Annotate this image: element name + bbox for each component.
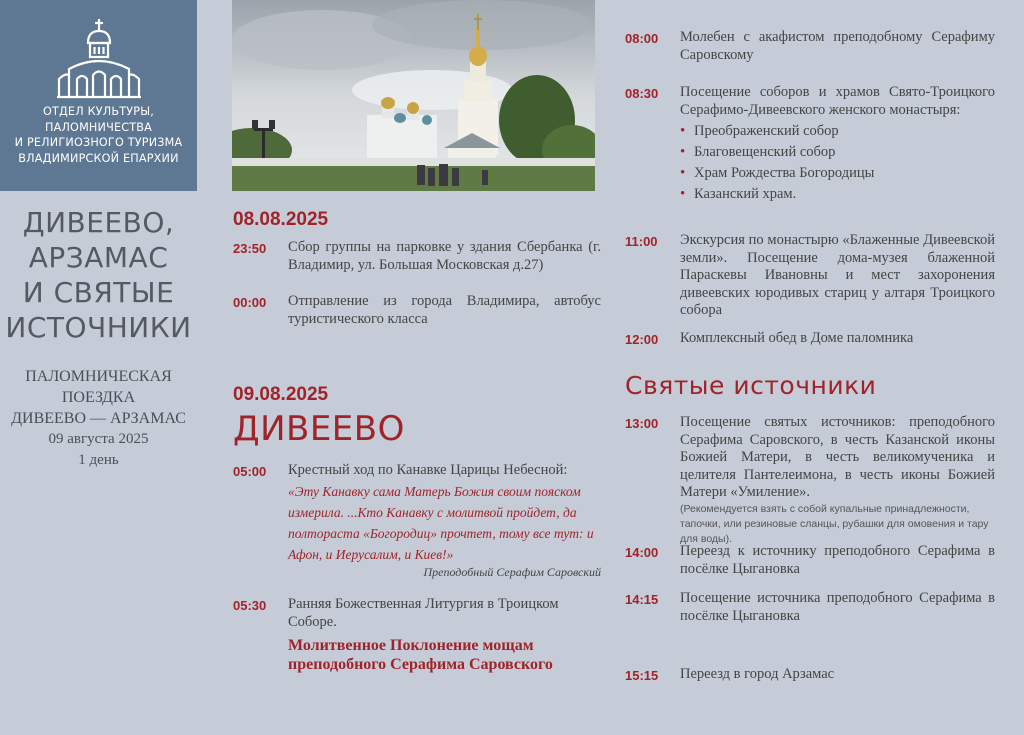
trip-title-line: И СВЯТЫЕ: [22, 276, 175, 309]
list-item: • Благовещенский собор: [680, 142, 995, 163]
schedule-text: Посещение соборов и храмов Свято-Троицкого Серафимо-Дивеевского женского монастыря:: [680, 84, 995, 118]
schedule-time: 08:00: [625, 31, 659, 46]
schedule-text: Крестный ход по Канавке Царицы Небесной:: [288, 462, 568, 478]
trip-subtitle: [0, 366, 197, 471]
schedule-time: 13:00: [625, 416, 659, 431]
schedule-item: [625, 29, 995, 64]
schedule-item: [625, 232, 995, 320]
schedule-time: 14:15: [625, 592, 659, 607]
schedule-time: 11:00: [625, 234, 658, 249]
schedule-text: Сбор группы на парковке у здания Сбербанка (г. Владимир, ул. Большая Московская д.27): [288, 239, 601, 273]
trip-date: 09 августа 2025: [48, 431, 149, 447]
organization-line: ВЛАДИМИРСКОЙ ЕПАРХИИ: [18, 151, 179, 165]
schedule-time: 15:15: [625, 668, 659, 683]
schedule-text: Отправление из города Владимира, автобус туристического класса: [288, 293, 601, 327]
schedule-time: 00:00: [233, 295, 267, 310]
schedule-item: [625, 666, 995, 684]
quote-author: Преподобный Серафим Саровский: [423, 564, 601, 579]
schedule-item: [625, 330, 995, 348]
trip-title-line: ИСТОЧНИКИ: [5, 311, 192, 344]
springs-heading: Святые источники: [625, 371, 877, 400]
schedule-text: Экскурсия по монастырю «Блаженные Дивеевской земли». Посещение дома-музея блаженной Параскевы Ивановны и мест захоронения дивеевских юродивых стариц у алтаря Троицкого собора: [680, 232, 995, 318]
schedule-time: 12:00: [625, 332, 659, 347]
day1-date: 08.08.2025: [233, 209, 329, 230]
church-list: [680, 121, 995, 205]
organization-logo-panel: [0, 0, 197, 191]
schedule-item: [233, 293, 601, 328]
schedule-time: 05:00: [233, 464, 267, 479]
schedule-text: Молебен с акафистом преподобному Серафиму Саровскому: [680, 29, 995, 63]
subtitle-route: ДИВЕЕВО — АРЗАМАС: [11, 410, 186, 427]
list-item: • Казанский храм.: [680, 184, 995, 205]
seraphim-quote: «Эту Канавку сама Матерь Божия своим пояском измерила. ...Кто Канавку с молитвой пройдет, да полтораста «Богородиц» прочтет, тому все тут: и Афон, и Иерусалим, и Киев!»: [288, 483, 594, 562]
schedule-item-visit: [625, 84, 995, 205]
monastery-photo: [232, 0, 595, 191]
schedule-item-procession: [233, 462, 601, 580]
schedule-time: 05:30: [233, 598, 267, 613]
organization-line: ПАЛОМНИЧЕСТВА: [44, 120, 153, 134]
schedule-text: Ранняя Божественная Литургия в Троицком Соборе.: [288, 596, 559, 630]
trip-title-line: АРЗАМАС: [28, 241, 169, 274]
schedule-time: 08:30: [625, 86, 659, 101]
springs-note: (Рекомендуется взять с собой купальные принадлежности, тапочки, или резиновые сланцы, рубашки для омовения и тару для воды).: [680, 502, 989, 545]
schedule-time: 14:00: [625, 545, 659, 560]
trip-title-line: ДИВЕЕВО,: [22, 206, 175, 239]
schedule-item: [625, 590, 995, 625]
schedule-text: Посещение святых источников: преподобного Серафима Саровского, в честь Казанской иконы Божией Матери, в честь великомученика и целителя Пантелеимона, в честь иконы Божией Матери «Умиление».: [680, 414, 995, 500]
relics-veneration: Молитвенное Поклонение мощам преподобного Серафима Саровского: [288, 637, 553, 673]
church-logo-icon: [57, 17, 141, 99]
organization-line: ОТДЕЛ КУЛЬТУРЫ,: [42, 105, 155, 118]
day2-heading: ДИВЕЕВО: [233, 409, 405, 449]
schedule-item: [625, 543, 995, 578]
schedule-item-springs: [625, 414, 995, 547]
schedule-text: Комплексный обед в Доме паломника: [680, 330, 914, 346]
schedule-item: [233, 239, 601, 274]
subtitle-line: ПАЛОМНИЧЕСКАЯ: [25, 368, 172, 385]
organization-line: И РЕЛИГИОЗНОГО ТУРИЗМА: [14, 136, 183, 149]
schedule-text: Посещение источника преподобного Серафима в посёлке Цыгановка: [680, 590, 995, 624]
subtitle-line: ПОЕЗДКА: [61, 389, 136, 406]
day2-date: 09.08.2025: [233, 384, 329, 405]
list-item: • Преображенский собор: [680, 121, 995, 142]
schedule-item-liturgy: [233, 596, 601, 674]
organization-name: [0, 104, 197, 166]
schedule-time: 23:50: [233, 241, 267, 256]
list-item: • Храм Рождества Богородицы: [680, 163, 995, 184]
schedule-text: Переезд в город Арзамас: [680, 666, 835, 682]
trip-duration: 1 день: [78, 452, 119, 468]
schedule-text: Переезд к источнику преподобного Серафима в посёлке Цыгановка: [680, 543, 995, 577]
trip-title: [0, 205, 197, 345]
